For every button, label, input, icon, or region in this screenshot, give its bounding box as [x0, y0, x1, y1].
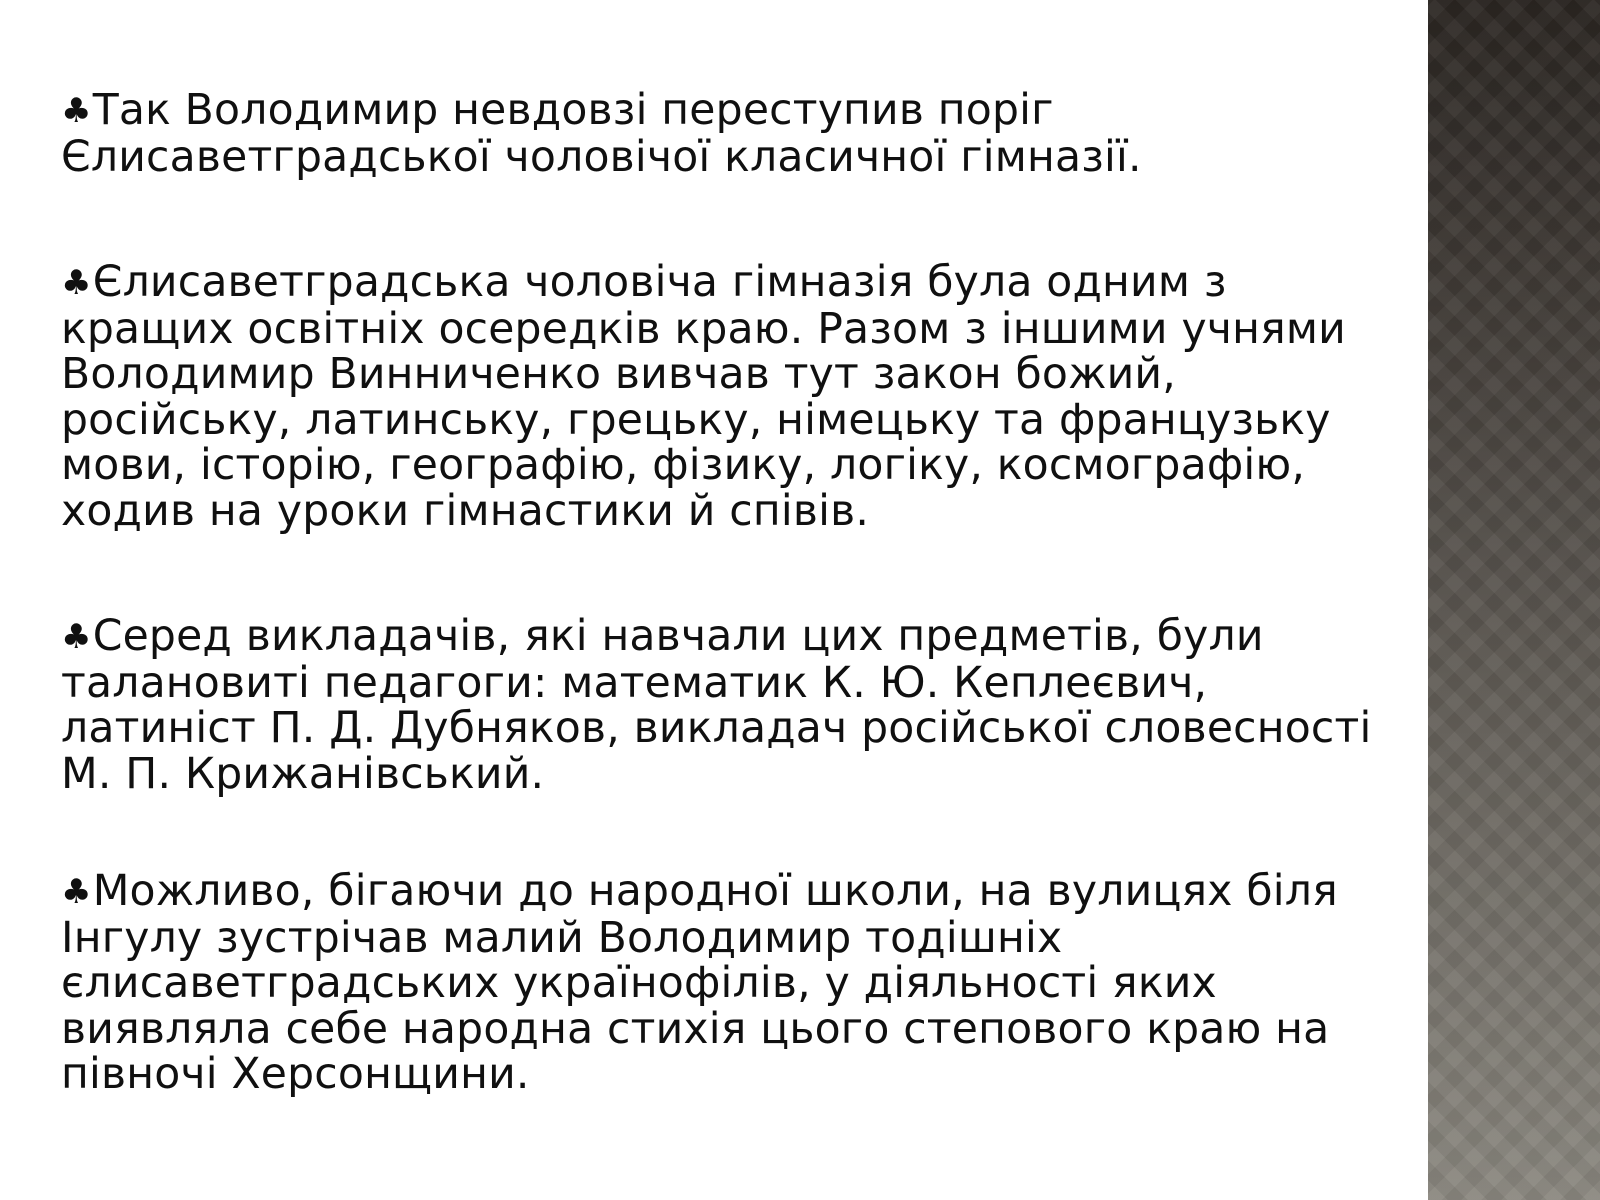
decorative-side-strip	[1428, 0, 1600, 1200]
club-bullet-icon: ♣	[61, 263, 92, 303]
paragraph-3-text: Серед викладачів, які навчали цих предметів, були талановиті педагоги: математик К. Ю. Кеплеєвич, латиніст П. Д. Дубняков, викладач російської словесності М. П. Крижанівський.	[61, 612, 1372, 799]
paragraph-3	[61, 614, 1406, 797]
club-bullet-icon: ♣	[61, 617, 92, 657]
club-bullet-icon: ♣	[61, 91, 92, 131]
slide-body	[61, 88, 1406, 1098]
paragraph-2-text: Єлисаветградська чоловіча гімназія була одним з кращих освітніх осередків краю. Разом з іншими учнями Володимир Винниченко вивчав тут закон божий, російську, латинську, грецьку, німецьку та французьку мови, історію, географію, фізику, логіку, космографію, ходив на уроки гімнастики й співів.	[61, 258, 1346, 536]
paragraph-1	[61, 88, 1406, 180]
paragraph-1-text: Так Володимир невдовзі переступив поріг Єлисаветградської чоловічої класичної гімназії.	[61, 86, 1142, 182]
paragraph-2	[61, 260, 1406, 534]
paragraph-4-text: Можливо, бігаючи до народної школи, на вулицях біля Інгулу зустрічав малий Володимир тодішніх єлисаветградських українофілів, у діяльності яких виявляла себе народна стихія цього степового краю на півночі Херсонщини.	[61, 867, 1338, 1099]
club-bullet-icon: ♣	[61, 872, 92, 912]
paragraph-4	[61, 869, 1406, 1098]
